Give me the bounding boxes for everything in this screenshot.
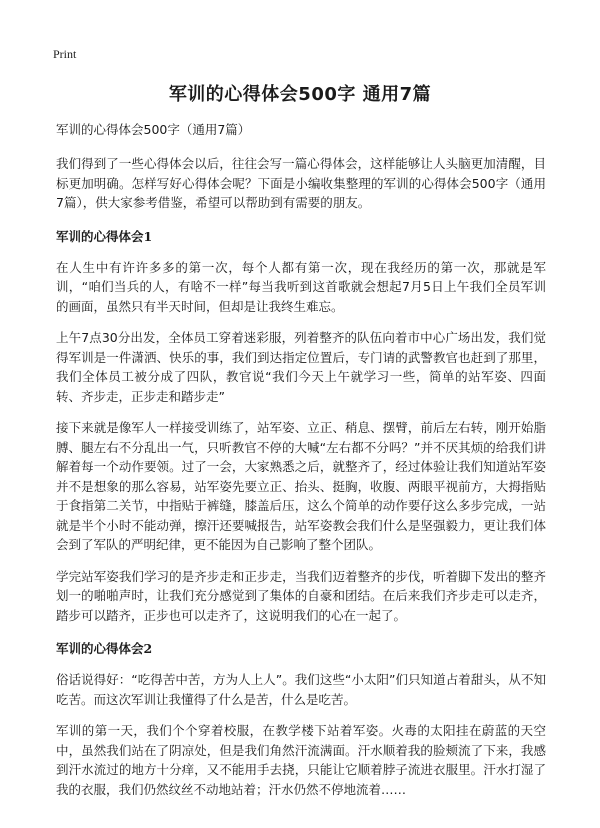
intro-paragraph: 我们得到了一些心得体会以后，往往会写一篇心得体会，这样能够让人头脑更加清醒，目标更加明确。怎样写好心得体会呢？下面是小编收集整理的军训的心得体会500字（通用7篇），供大家参考借鉴，希望可以帮助到有需要的朋友。 <box>56 156 546 210</box>
document-body <box>56 120 546 809</box>
section-heading: 军训的心得体会2 <box>56 641 153 656</box>
section-paragraph: 军训的第一天，我们个个穿着校服，在教学楼下站着军姿。火毒的太阳挂在蔚蓝的天空中，虽然我们站在了阴凉处，但是我们角然汗流满面。汗水顺着我的脸颊流了下来，我感到汗水流过的地方十分痒，又不能用手去挠，只能让它顺着脖子流进衣服里。汗水打湿了我的衣服，我们仍然纹丝不动地站着；汗水仍然不停地流着…… <box>56 723 546 797</box>
section-paragraph: 在人生中有许许多多的第一次，每个人都有第一次，现在我经历的第一次，那就是军训，“咱们当兵的人，有啥不一样”每当我听到这首歌就会想起7月5日上午我们全员军训的画面，虽然只有半天时间，但却是让我终生难忘。 <box>56 259 546 314</box>
section-paragraph: 接下来就是像军人一样接受训练了，站军姿、立正、稍息、摆臂，前后左右转，刚开始脂膊、腿左右不分乱出一气，只听教官不停的大喊“左右都不分吗？”并不厌其烦的给我们讲解着每一个动作要领。过了一会，大家熟悉之后，就整齐了，经过体验让我们知道站军姿并不是想象的那么容易，站军姿先要立正、抬头、挺胸，收腹、两眼平视前方，大拇指贴于食指第二关节，中指贴于裤缝，膝盖后压，这么个简单的动作要仔这么多步完成，一站就是半个小时不能动弹，擦汗还要喊报告，站军姿教会我们什么是坚强毅力，更让我们体会到了军队的严明纪律，更不能因为自己影响了整个团队。 <box>56 420 546 552</box>
section-paragraph: 俗话说得好：“吃得苦中苦，方为人上人”。我们这些“小太阳”们只知道占着甜头，从不知吃苦。而这次军训让我懂得了什么是苦，什么是吃苦。 <box>56 672 546 707</box>
document-subtitle: 军训的心得体会500字（通用7篇） <box>56 122 251 137</box>
print-link[interactable]: Print <box>53 47 77 61</box>
section-paragraph: 上午7点30分出发，全体员工穿着迷彩服，列着整齐的队伍向着市中心广场出发，我们觉得军训是一件潇洒、快乐的事，我们到达指定位置后，专门请的武警教官也赶到了那里，我们全体员工被分成了四队，教官说“我们今天上午就学习一些，简单的站军姿、四面转、齐步走，正步走和踏步走” <box>56 330 546 404</box>
document-title: 军训的心得体会500字 通用7篇 <box>168 84 432 105</box>
section-paragraph: 学完站军姿我们学习的是齐步走和正步走，当我们迈着整齐的步伐，听着脚下发出的整齐划一的啪啪声时，让我们充分感觉到了集体的自豪和团结。在后来我们齐步走可以走齐，踏步可以踏齐，正步也可以走齐了，这说明我们的心在一起了。 <box>56 568 546 623</box>
section-heading: 军训的心得体会1 <box>56 228 153 244</box>
